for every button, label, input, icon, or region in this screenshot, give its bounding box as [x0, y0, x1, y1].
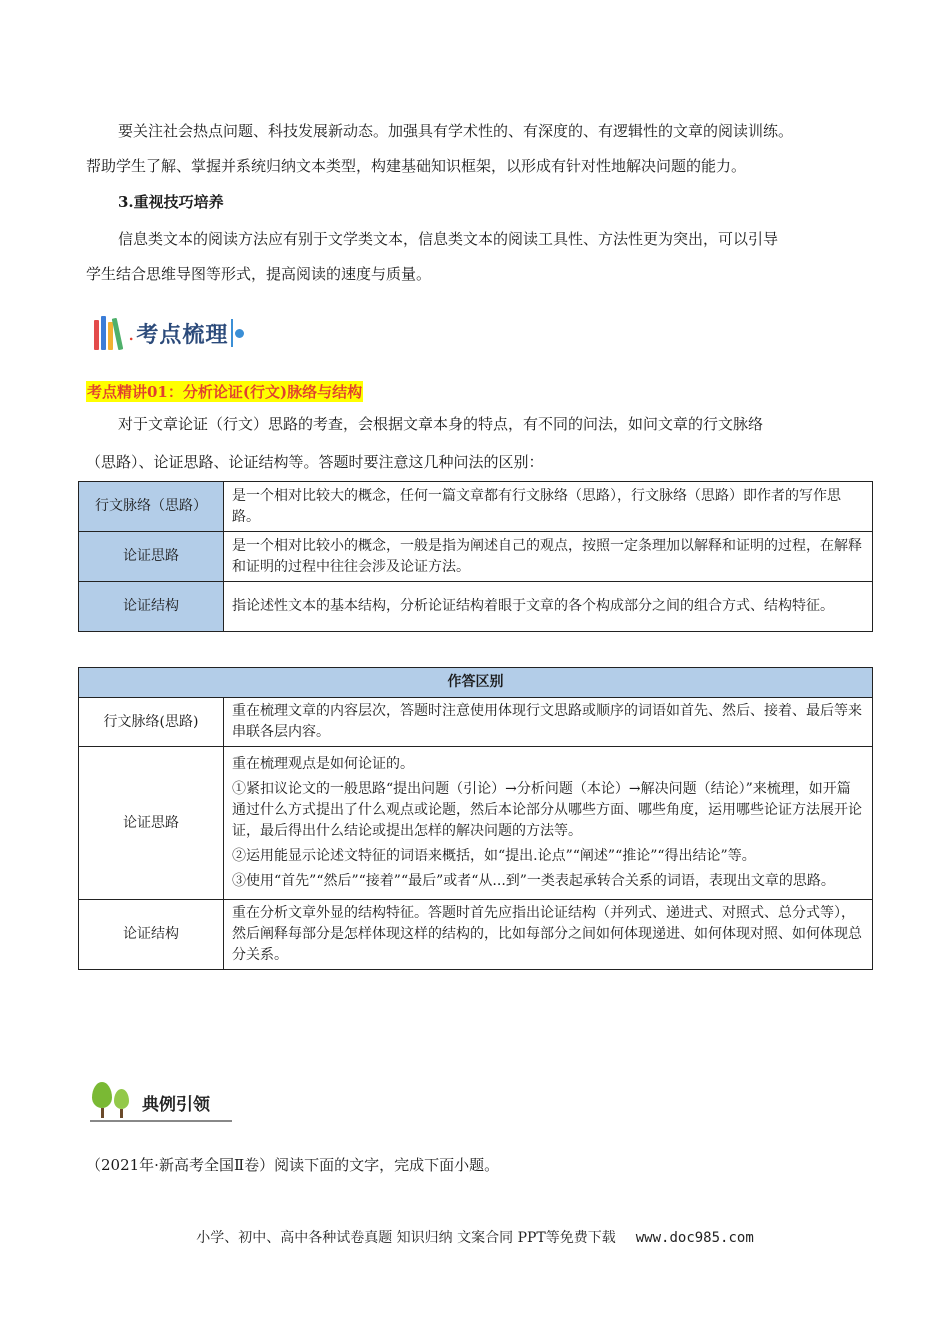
intro-paragraph-line-2: 帮助学生了解、掌握并系统归纳文本类型，构建基础知识框架，以形成有针对性地解决问题的能力。 — [86, 157, 747, 175]
banner-title: 考点梳理 — [136, 322, 229, 348]
table-row — [79, 747, 873, 900]
topic-paragraph-line-2: （思路）、论证思路、论证结构等。答题时要注意这几种问法的区别： — [86, 453, 544, 471]
table-cell-term: 论证思路 — [79, 532, 224, 582]
topic-heading: 考点精讲01：分析论证(行文)脉络与结构 — [87, 383, 363, 401]
example-title: 典例引领 — [142, 1095, 210, 1115]
table-row — [79, 582, 873, 632]
banner-divider — [231, 319, 233, 347]
table-cell-description — [224, 747, 873, 900]
example-underline — [90, 1120, 232, 1122]
example-source-line: （2021年·新高考全国Ⅱ卷）阅读下面的文字，完成下面小题。 — [86, 1156, 500, 1174]
tree-icon — [92, 1082, 112, 1118]
table-row — [79, 482, 873, 532]
definitions-table — [78, 481, 873, 632]
tree-icon — [114, 1089, 129, 1118]
table-cell-description: 重在梳理文章的内容层次，答题时注意使用体现行文思路或顺序的词语如首先、然后、接着、最后等来串联各层内容。 — [224, 698, 873, 747]
footer-text: 小学、初中、高中各种试卷真题 知识归纳 文案合同 PPT等免费下载 — [196, 1230, 616, 1246]
table-row — [79, 900, 873, 970]
table-cell-term: 行文脉络（思路） — [79, 482, 224, 532]
banner-dot-icon — [235, 329, 244, 338]
dianli-yinling-banner — [90, 1082, 232, 1124]
argument-point-3: ③使用“首先”“然后”“接着”“最后”或者“从...到”一类表起承转合关系的词语，表现出文章的思路。 — [232, 873, 835, 889]
section-3-title: 3.重视技巧培养 — [118, 193, 224, 211]
argument-point-2: ②运用能显示论述文特征的词语来概括，如“提出.论点”“阐述”“推论”“得出结论”等。 — [232, 848, 756, 864]
table-cell-term: 论证思路 — [79, 747, 224, 900]
section-3-paragraph-line-2: 学生结合思维导图等形式，提高阅读的速度与质量。 — [86, 265, 432, 283]
table-row — [79, 698, 873, 747]
intro-paragraph-line-1: 要关注社会热点问题、科技发展新动态。加强具有学术性的、有深度的、有逻辑性的文章的阅读训练。 — [118, 122, 794, 140]
table-cell-term: 行文脉络(思路) — [79, 698, 224, 747]
table-header-row — [79, 668, 873, 698]
kaodian-shuli-banner — [94, 311, 244, 355]
argument-intro: 重在梳理观点是如何论证的。 — [232, 756, 414, 772]
table-cell-term: 论证结构 — [79, 582, 224, 632]
table-cell-description: 是一个相对比较小的概念，一般是指为阐述自己的观点，按照一定条理加以解释和证明的过程，在解释和证明的过程中往往会涉及论证方法。 — [224, 532, 873, 582]
footer-url[interactable]: www.doc985.com — [635, 1230, 754, 1246]
table-row — [79, 532, 873, 582]
books-icon — [94, 316, 122, 350]
section-3-paragraph-line-1: 信息类文本的阅读方法应有别于文学类文本，信息类文本的阅读工具性、方法性更为突出，可以引导 — [118, 230, 779, 248]
table-cell-description: 重在分析文章外显的结构特征。答题时首先应指出论证结构（并列式、递进式、对照式、总分式等），然后阐释每部分是怎样体现这样的结构的，比如每部分之间如何体现递进、如何体现对照、如何体现总分关系。 — [224, 900, 873, 970]
argument-point-1: ①紧扣议论文的一般思路“提出问题（引论）→分析问题（本论）→解决问题（结论）”来梳理，如开篇通过什么方式提出了什么观点或论题，然后本论部分从哪些方面、哪些角度，运用哪些论证方法展开论证，最后得出什么结论或提出怎样的解决问题的方法等。 — [232, 781, 862, 839]
table-header: 作答区别 — [79, 668, 873, 698]
banner-dot: . — [128, 321, 135, 345]
table-cell-term: 论证结构 — [79, 900, 224, 970]
table-cell-description: 指论述性文本的基本结构，分析论证结构着眼于文章的各个构成部分之间的组合方式、结构特征。 — [224, 582, 873, 632]
table-cell-description: 是一个相对比较大的概念，任何一篇文章都有行文脉络（思路），行文脉络（思路）即作者的写作思路。 — [224, 482, 873, 532]
page-footer — [0, 1227, 950, 1247]
answer-difference-table — [78, 667, 873, 970]
topic-paragraph-line-1: 对于文章论证（行文）思路的考查，会根据文章本身的特点，有不同的问法，如问文章的行文脉络 — [118, 415, 764, 433]
